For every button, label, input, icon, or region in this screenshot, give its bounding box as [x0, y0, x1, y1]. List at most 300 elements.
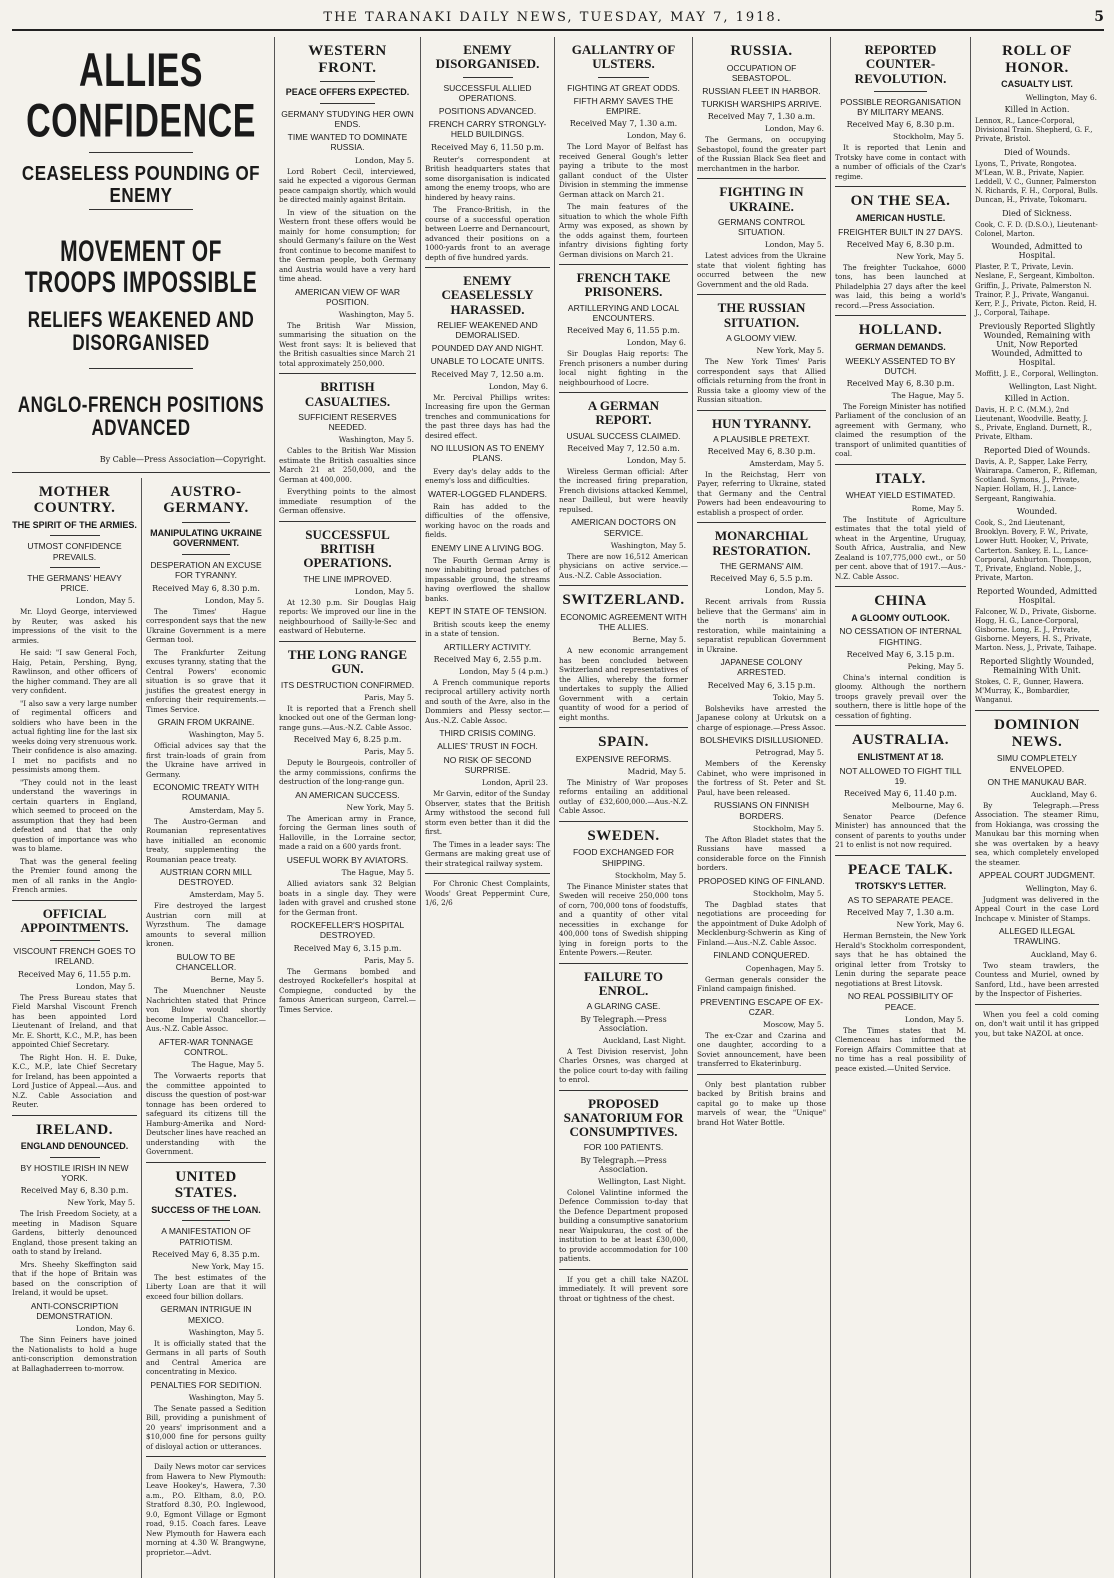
paragraph: By Telegraph.—Press Association. The steamer Rimu, from Hokianga, was crossing the Manukau bar this morning when she was overtaken by a heavy sea, which completely enveloped the steamer.	[975, 800, 1099, 867]
subheading: GERMAN INTRIGUE IN MEXICO.	[160, 1304, 252, 1325]
divider	[50, 535, 100, 536]
subheading: THE SPIRIT OF THE ARMIES.	[12, 519, 137, 530]
subheading: SIMU COMPLETELY ENVELOPED.	[996, 753, 1078, 774]
paragraph: The Lord Mayor of Belfast has received General Gough's letter paying a tribute to the most gallant conduct of the Ulster Division in stemming the immense German attack on March 21.	[559, 142, 688, 199]
paragraph: "They could not in the least understand the waverings in certain quarters in England, which seemed to proceed on the assumption that they had been defeated and that the only question of importance was who was to blame.	[12, 777, 137, 854]
paragraph: "I also saw a very large number of regimental officers and soldiers who have been in the actual fighting line for the last six weeks doing very strenuous work. Their confidence is also amazing. I met no pacifists and no pessimists among them.	[12, 698, 137, 775]
divider	[559, 585, 688, 586]
article-heading: SWITZERLAND.	[562, 592, 685, 609]
subheading: GRAIN FROM UKRAINE.	[157, 717, 255, 727]
divider	[559, 963, 688, 964]
dateline: Amsterdam, May 5.	[189, 805, 264, 815]
dateline: New York, May 5.	[896, 251, 964, 261]
subheading: ALLIES' TRUST IN FOCH.	[437, 741, 538, 752]
paragraph: Fire destroyed the largest Austrian corn mill at Wyrzsthum. The damage amounts to several million kronen.	[146, 901, 266, 949]
main-headline: ALLIES CONFIDENCE	[26, 43, 256, 148]
subheading: AN AMERICAN SUCCESS.	[295, 789, 400, 800]
subheading: FINLAND CONQUERED.	[713, 950, 810, 961]
subheading: FREIGHTER BUILT IN 27 DAYS.	[838, 226, 963, 237]
divider	[835, 464, 966, 465]
paragraph: The Finance Minister states that Sweden will receive 250,000 tons of corn, 700,000 tons of foodstuffs, and a quantity of other vital necessities in exchange for 400,000 tons of Swedish shipping lying in foreign ports to the Entente Powers.—Reuter.	[559, 881, 688, 958]
casualty-list: Lyons, T., Private, Rongotea. M'Lean, W. B., Private, Napier. Leddell, V. C., Gunner, Palmerston N. Richards, F. H., Corporal, Bulls. Duncan, H., Private, Tokomaru.	[975, 159, 1098, 205]
casualty-list: Cook, C. F. D. (D.S.O.), Lieutenant-Colonel, Marton.	[975, 220, 1098, 238]
list-heading: Reported Wounded, Admitted Hospital.	[976, 586, 1098, 605]
paragraph: Reuter's correspondent at British headquarters states that some disorganisation is indicated among the enemy troops, who are hindered by heavy rains.	[425, 154, 550, 202]
dateline: Auckland, May 6.	[1030, 949, 1097, 959]
subheading: OCCUPATION OF SEBASTOPOL.	[726, 62, 797, 83]
received-line: Received May 7, 1.30 a.m.	[569, 119, 678, 129]
dateline: Wellington, May 6.	[1025, 883, 1097, 893]
dateline: Berne, May 5.	[210, 975, 264, 985]
column-2	[274, 37, 420, 1578]
dateline: Stockholm, May 5.	[893, 132, 964, 142]
dateline: New York, May 5.	[756, 346, 824, 355]
paragraph: At 12.30 p.m. Sir Douglas Haig reports: We improved our line in the neighbourhood of Sailly-le-Sec and eastward of Hebuterne.	[279, 597, 416, 636]
divider	[559, 727, 688, 728]
divider	[50, 1157, 100, 1158]
received-line: Received May 6, 8.30 p.m.	[846, 239, 955, 249]
subheading: USUAL SUCCESS CLAIMED.	[566, 430, 681, 441]
paragraph: The Vorwaerts reports that the committee appointed to discuss the question of post-war tonnage has been ordered to safeguard its citizens till the Hamburg-Amerika and Nord-Deutscher lines have reached an understanding with the Government.	[146, 1071, 266, 1157]
subheading: PEACE OFFERS EXPECTED.	[285, 87, 410, 97]
column-7	[970, 37, 1103, 1578]
dateline: Stockholm, May 5.	[615, 870, 686, 880]
subheading: ROCKEFELLER'S HOSPITAL DESTROYED.	[290, 920, 405, 941]
received-line: Received May 6, 5.5 p.m.	[710, 574, 813, 584]
dateline: London, May 6.	[75, 1324, 135, 1334]
article-heading: BRITISH CASUALTIES.	[304, 379, 391, 409]
list-heading: Wounded.	[1016, 506, 1058, 516]
dateline: Rome, May 5.	[911, 503, 964, 513]
divider	[425, 873, 550, 874]
paragraph: The Foreign Minister has notified Parliament of the conclusion of an agreement with Germany, who claimed the resumption of the transport of unlimited quantities of coal.	[835, 401, 966, 459]
article-heading: OFFICIAL APPOINTMENTS.	[20, 905, 129, 935]
subheading: FIFTH ARMY SAVES THE EMPIRE.	[573, 95, 674, 116]
paragraph: Rain has added to the difficulties of the offensive, working havoc on the roads and fields.	[425, 501, 550, 540]
dateline: Madrid, May 5.	[627, 766, 686, 776]
dateline: London, May 6.	[488, 381, 548, 391]
subheading: TIME WANTED TO DOMINATE RUSSIA.	[287, 132, 408, 153]
dateline: London, May 5.	[354, 586, 414, 596]
sub-column-a	[12, 478, 141, 1578]
subheading: ITS DESTRUCTION CONFIRMED.	[280, 679, 415, 690]
subheading: AS TO SEPARATE PEACE.	[847, 895, 954, 906]
dateline: London, May 5.	[764, 240, 824, 250]
subheading: BULOW TO BE CHANCELLOR.	[175, 951, 237, 973]
divider	[697, 410, 826, 411]
paragraph: The Institute of Agriculture estimates that the total yield of wheat in the Argentine, Uruguay, South Africa, Australia, and New Zealand is 107,775,000 cwt., or 50 per cent. above that of 1917.—Aus.-N.Z. Cable Assoc.	[835, 514, 966, 581]
paragraph: The Irish Freedom Society, at a meeting in Madison Square Gardens, bitterly denounced England, those present taking an oath to stand by Ireland.	[12, 1209, 137, 1257]
received-line: Received May 6, 8.35 p.m.	[152, 1249, 260, 1259]
subheading: FOOD EXCHANGED FOR SHIPPING.	[572, 847, 675, 868]
headline-4: RELIEFS WEAKENED AND DISORGANISED	[27, 307, 255, 356]
divider	[835, 186, 966, 187]
article-heading: CHINA	[874, 593, 927, 610]
paragraph: Mrs. Sheehy Skeffington said that if the hope of Britain was based on the conscription of Ireland, it would be upset.	[12, 1259, 137, 1298]
subheading: APPEAL COURT JUDGMENT.	[978, 870, 1096, 881]
paragraph: It is reported that a French shell knocked out one of the German long-range guns.—Aus.-N.Z. Cable Assoc.	[279, 703, 416, 732]
dateline: Melbourne, May 6.	[891, 800, 964, 810]
article-heading: ON THE SEA.	[850, 193, 951, 210]
received-line: Received May 6, 11.55 p.m.	[567, 326, 680, 336]
casualty-list: Moffitt, J. E., Corporal, Wellington.	[975, 369, 1099, 378]
masthead	[12, 8, 1104, 31]
dateline: Auckland, Last Night.	[603, 1035, 686, 1045]
subheading: ENGLAND DENOUNCED.	[20, 1141, 129, 1152]
list-heading: Previously Reported Slightly Wounded, Remaining with Unit, Now Reported Wounded, Admitted to Hospital.	[978, 321, 1095, 367]
article-heading: ENEMY DISORGANISED.	[435, 42, 540, 72]
article-heading: IRELAND.	[36, 1121, 113, 1138]
dateline: Auckland, May 6.	[1030, 789, 1097, 799]
article-heading: RUSSIA.	[730, 43, 793, 59]
paragraph: The British War Mission, summarising the situation on the West front says: It is believed that the British casualties since March 21 total approximately 250,000.	[279, 320, 416, 368]
byline: By Cable—Press Association—Copyright.	[99, 454, 266, 464]
dateline: New York, May 5.	[67, 1198, 135, 1208]
dateline: Washington, May 5.	[188, 1327, 264, 1337]
article-heading: MOTHER COUNTRY.	[33, 483, 116, 517]
page-number: 5	[1094, 9, 1104, 25]
divider	[835, 725, 966, 726]
subheading: WHEAT YIELD ESTIMATED.	[845, 490, 956, 501]
dateline: The Hague, May 5.	[891, 390, 964, 400]
paragraph: The Right Hon. H. E. Duke, K.C., M.P., late Chief Secretary for Ireland, has been appointed a Lord Justice of Appeal.—Aus. and N.Z. Cable Association and Reuter.	[12, 1052, 137, 1110]
received-line: Received May 6, 8.25 p.m.	[293, 735, 402, 745]
column-5	[692, 37, 830, 1578]
dateline: New York, May 15.	[191, 1261, 264, 1271]
divider	[320, 81, 375, 82]
received-line: Received May 7, 1.30 a.m.	[707, 112, 816, 122]
subheading: BOLSHEVIKS DISILLUSIONED.	[699, 735, 824, 746]
paragraph: Mr Garvin, editor of the Sunday Observer, states that the British Army withstood the second full storm even better than it did the first.	[425, 789, 550, 837]
paragraph: The Senate passed a Sedition Bill, providing a punishment of 20 years' imprisonment and a $10,000 fine for persons guilty of disloyal action or utterances.	[146, 1403, 266, 1451]
article-heading: PROPOSED SANATORIUM FOR CONSUMPTIVES.	[563, 1095, 684, 1140]
paragraph: The Franco-British, in the course of a successful operation between Loerre and Dernancourt, advanced their positions on a 1000-yards front to an average depth of five hundred yards.	[425, 205, 550, 262]
paragraph: Wireless German official: After the increased firing preparation, French divisions attacked Kemmel, near Dailleul, but were heavily repulsed.	[559, 466, 688, 514]
paragraph: The freighter Tuckahoe, 6000 tons, has been launched at Philadelphia 27 days after the keel was laid, this being a world's record.—Press Association.	[835, 262, 966, 310]
paragraph: The Fourth German Army is now inhabiting broad patches of impassable ground, the streams having overflowed the shallow banks.	[425, 555, 550, 603]
subheading: A MANIFESTATION OF PATRIOTISM.	[161, 1226, 251, 1247]
casualty-list: Plaster, P. T., Private, Levin. Neslane, F., Sergeant, Kimbolton. Griffin, J., Private, Palmerston N. Trainor, P. J., Private, Wanganui. Kerr, P. J., Private, Picton. Reid, H. J., Corporal, Taihape.	[975, 263, 1097, 318]
paragraph: German generals consider the Finland campaign finished.	[697, 974, 826, 994]
divider	[12, 900, 137, 901]
paragraph: British scouts keep the enemy in a state of tension.	[425, 619, 550, 639]
paragraph: The Germans bombed and destroyed Rockefeller's hospital at Compiegne, conducted by the famous American surgeon, Carrel.—Times Service.	[279, 966, 416, 1014]
dateline: London, May 6.	[626, 131, 686, 141]
paragraph: The Ministry of War proposes reforms entailing an additional outlay of £32,600,000.—Aus.-N.Z. Cable Assoc.	[559, 777, 688, 816]
divider	[697, 522, 826, 523]
subheading: RUSSIAN FLEET IN HARBOR.	[702, 85, 821, 96]
article-heading: PEACE TALK.	[848, 861, 953, 878]
dateline: Wellington, May 6.	[1025, 92, 1097, 102]
dateline: Washington, May 5.	[610, 540, 686, 550]
paragraph: Senator Pearce (Defence Minister) has announced that the consent of parents to youths under 21 to enlist is not now required.	[835, 811, 966, 850]
subheading: PREVENTING ESCAPE OF EX-CZAR.	[700, 996, 823, 1017]
divider	[146, 1162, 266, 1163]
received-line: Received May 6, 8.30 p.m.	[152, 583, 260, 593]
received-line: Received May 6, 3.15 p.m.	[707, 680, 816, 690]
paragraph: The Muenchner Neuste Nachrichten stated that Prince von Bulow would shortly become Imperial Chancellor.—Aus.-N.Z. Cable Assoc.	[146, 986, 266, 1034]
subheading: AMERICAN DOCTORS ON SERVICE.	[571, 517, 676, 538]
sub-column-b	[141, 478, 270, 1578]
divider	[559, 392, 688, 393]
article-heading: MONARCHIAL RESTORATION.	[712, 528, 811, 558]
dateline: Tokio, May 5.	[772, 692, 824, 702]
list-heading: Killed in Action.	[1004, 393, 1070, 403]
subheading: A GLARING CASE.	[586, 1001, 661, 1012]
paragraph: Bolsheviks have arrested the Japanese colony at Urkutsk on a charge of espionage.—Press Assoc.	[697, 703, 826, 732]
divider	[559, 821, 688, 822]
paragraph: Deputy le Bourgeois, controller of the army commissions, confirms the destruction of the long-range gun.	[279, 758, 416, 787]
subheading: VISCOUNT FRENCH GOES TO IRELAND.	[13, 946, 136, 967]
subheading: UTMOST CONFIDENCE PREVAILS.	[27, 541, 122, 562]
dateline: Copenhagen, May 5.	[745, 963, 824, 973]
divider	[975, 1004, 1099, 1005]
casualty-list: Cook, S., 2nd Lieutenant, Brooklyn. Bovery, F. W., Private, Lower Hutt. Hooker, V., Private, Carterton. Sankey, E. L., Lance-Corporal, Ashburton. Thompson, T., Private, England. Noble, J., Private, Marton.	[975, 518, 1092, 583]
article-heading: A GERMAN REPORT.	[587, 398, 660, 428]
subheading: GERMAN DEMANDS.	[855, 341, 946, 352]
received-line: Received May 7, 1.30 a.m.	[846, 908, 955, 918]
divider	[559, 264, 688, 265]
paragraph: Every day's delay adds to the enemy's loss and difficulties.	[425, 466, 550, 486]
subheading: AUSTRIAN CORN MILL DESTROYED.	[160, 867, 252, 888]
subheading: PROPOSED KING OF FINLAND.	[698, 875, 825, 886]
paragraph: The ex-Czar and Czarina and one daughter, according to a Soviet announcement, have been transferred to Ekaterinburg.	[697, 1030, 826, 1069]
paragraph: There are now 16,512 American physicians on active service.—Aus.-N.Z. Cable Association.	[559, 551, 688, 580]
article-heading: HOLLAND.	[858, 322, 943, 339]
subheading: FOR 100 PATIENTS.	[583, 1142, 664, 1153]
subheading: ENLISTMENT AT 18.	[857, 751, 944, 762]
dateline: Paris, May 5.	[364, 747, 414, 757]
advertisement: When you feel a cold coming on, don't wait until it has gripped you, but take NAZOL at once.	[975, 1009, 1099, 1038]
subheading: TROTSKY'S LETTER.	[854, 881, 947, 892]
article-heading: HUN TYRANNY.	[712, 415, 811, 431]
column-3	[420, 37, 554, 1578]
subheading: AMERICAN HUSTLE.	[855, 212, 946, 223]
paragraph: The Sinn Feiners have joined the Nationalists to hold a huge anti-conscription demonstration at Ballaghaderreen to-morrow.	[12, 1335, 137, 1373]
subheading: ECONOMIC TREATY WITH ROUMANIA.	[153, 782, 259, 803]
received-line: By Telegraph.—Press Association.	[580, 1155, 667, 1174]
divider	[425, 267, 550, 268]
subheading: FRENCH CARRY STRONGLY-HELD BUILDINGS.	[428, 119, 547, 140]
dateline: New York, May 5.	[346, 802, 414, 812]
subheading: FIGHTING AT GREAT ODDS.	[567, 82, 680, 93]
column-1	[12, 37, 274, 1578]
advertisement: Daily News motor car services from Hawera to New Plymouth: Leave Hookey's, Hawera, 7.30 a.m., P.O. Eltham, 8.0, P.O. Stratford 8.30, P.O. Inglewood, 9.0, Egmont Village or Egmont road, 9.15. Coach fares. Leave New Plymouth for Hawera each morning at 4.30 W. Brangwyne, proprietor.—Advt.	[146, 1462, 266, 1557]
divider	[697, 294, 826, 295]
subheading: BY HOSTILE IRISH IN NEW YORK.	[20, 1162, 129, 1184]
paragraph: Allied aviators sank 32 Belgian boats in a single day. They were laden with gravel and crushed stone for the German front.	[279, 879, 416, 917]
paragraph: The Times in a leader says: The Germans are making great use of their strategical railway system.	[425, 839, 550, 868]
subheading: NO REAL POSSIBILITY OF PEACE.	[847, 991, 954, 1012]
divider	[598, 77, 650, 78]
paragraph: Mr. Percival Phillips writes: Increasing fire upon the German trenches and communications for the past three days has had the desired effect.	[425, 392, 550, 440]
divider	[835, 315, 966, 316]
divider	[182, 554, 230, 555]
dateline: Stockholm, May 5.	[753, 823, 824, 833]
subheading: TURKISH WARSHIPS ARRIVE.	[701, 99, 822, 110]
paragraph: Judgment was delivered in the Appeal Court in the case Lord Inchcape v. Minister of Stamps.	[975, 894, 1099, 923]
subheading: POSITIONS ADVANCED.	[438, 105, 537, 116]
paragraph: Two steam trawlers, the Countess and Muriel, owned by Sanford, Ltd., have been arrested by the Inspector of Fisheries.	[975, 960, 1099, 999]
dateline: London, May 5.	[626, 455, 686, 465]
divider	[835, 855, 966, 856]
subheading: ENEMY LINE A LIVING BOG.	[431, 542, 544, 553]
subheading: ARTILLERY ACTIVITY.	[443, 641, 532, 652]
paragraph: Official advices say that the first train-loads of grain from the Ukraine have arrived in Germany.	[146, 741, 266, 779]
subheading: ARTILLERYING AND LOCAL ENCOUNTERS.	[567, 302, 680, 323]
dateline: London, May 6.	[626, 338, 686, 348]
article-heading: REPORTED COUNTER-REVOLUTION.	[854, 42, 947, 86]
dateline: Washington, May 5.	[188, 1392, 264, 1402]
dateline: London, May 5.	[904, 1014, 964, 1024]
paragraph: A Test Division reservist, John Charles Orsnes, was charged at the police court to-day with failing to enrol.	[559, 1046, 688, 1084]
advertisement: For Chronic Chest Complaints, Woods' Great Peppermint Cure, 1/6, 2/6	[425, 879, 550, 908]
paragraph: That was the general feeling the Premier found among the men of all ranks in the Anglo-French armies.	[12, 856, 137, 895]
list-heading: Died of Sickness.	[1002, 208, 1072, 218]
received-line: Received May 7, 12.50 a.m.	[567, 443, 680, 453]
subheading: A GLOOMY OUTLOOK.	[851, 612, 950, 623]
subheading: A PLAUSIBLE PRETEXT.	[713, 433, 810, 444]
dateline: London, May 5.	[354, 155, 414, 165]
subheading: SUCCESSFUL ALLIED OPERATIONS.	[443, 82, 532, 103]
received-line: Received May 6, 3.15 p.m.	[846, 649, 955, 659]
paragraph: Recent arrivals from Russia believe that the Germans' aim in the north is monarchial restoration, while maintaining a separatist republican Government in Ukraine.	[697, 597, 826, 654]
divider	[874, 91, 926, 92]
paragraph: It is reported that Lenin and Trotsky have come in contact with a number of officials of the Czar's regime.	[835, 143, 966, 181]
paragraph: A French communique reports reciprocal artillery activity north and south of the Avre, also in the Dommiers and Plessy sector.—Aus.-N.Z. Cable Assoc.	[425, 677, 550, 725]
list-heading: Reported Died of Wounds.	[983, 445, 1091, 455]
advertisement: If you get a chill take NAZOL immediately. It will prevent sore throat or tightness of the chest.	[559, 1274, 688, 1303]
divider	[89, 152, 192, 153]
subheading: DESPERATION AN EXCUSE FOR TYRANNY.	[150, 560, 262, 581]
article-heading: SWEDEN.	[587, 827, 660, 844]
casualty-list: Lennox, R., Lance-Corporal, Divisional Train. Shepherd, G. F., Private, Bristol.	[975, 116, 1093, 144]
subheading: ECONOMIC AGREEMENT WITH THE ALLIES.	[560, 611, 687, 632]
paragraph: The Times states that M. Clemenceau has informed the Foreign Affairs Committee that at no time has a real possibility of peace existed.—United Service.	[835, 1025, 966, 1073]
dateline: Amsterdam, May 5.	[189, 890, 264, 900]
divider	[279, 373, 416, 374]
article-heading: THE LONG RANGE GUN.	[287, 646, 408, 677]
dateline: Washington, May 5.	[338, 435, 414, 445]
subheading: POUNDED DAY AND NIGHT.	[431, 343, 544, 354]
subheading: WATER-LOGGED FLANDERS.	[427, 488, 547, 499]
dateline: Paris, May 5.	[364, 955, 414, 965]
headline-2: CEASELESS POUNDING OF ENEMY	[21, 162, 261, 207]
subheading: RELIEF WEAKENED AND DEMORALISED.	[437, 319, 538, 341]
paragraph: Members of the Kerensky Cabinet, who were imprisoned in the fortress of St. Peter and St. Paul, have been released.	[697, 759, 826, 797]
subheading: SUFFICIENT RESERVES NEEDED.	[298, 412, 397, 433]
dateline: Moscow, May 5.	[763, 1019, 824, 1029]
dateline: London, May 5.	[204, 595, 264, 605]
paragraph: The best estimates of the Liberty Loan are that it will exceed four billion dollars.	[146, 1272, 266, 1301]
divider	[146, 1456, 266, 1457]
received-line: Received May 6, 8.30 p.m.	[20, 1186, 129, 1196]
paragraph: China's internal condition is gloomy. Although the northern troops gravely prevail over the southern, there is little hope of the cessation of fighting.	[835, 672, 966, 720]
divider	[697, 1074, 826, 1075]
article-heading: FAILURE TO ENROL.	[583, 968, 664, 999]
paragraph: The New York Times' Paris correspondent says that Allied officials returning from the front in Russia take a gloomy view of the Russian situation.	[697, 357, 826, 404]
received-line: Received May 6, 11.40 p.m.	[844, 788, 957, 798]
advertisement: Only best plantation rubber backed by British brains and capital go to make up those marvels of wear, the "Unique" brand Hot Water Bottle.	[697, 1079, 826, 1127]
dateline: The Hague, May 5.	[191, 1060, 264, 1070]
paragraph: Sir Douglas Haig reports: The French prisoners a number during local night fighting in the neighbourhood of Locre.	[559, 349, 688, 387]
subheading: THE LINE IMPROVED.	[303, 573, 392, 584]
paragraph: The Germans, on occupying Sebastopol, found the greater part of the Russian Black Sea fleet and merchantmen in the harbor.	[697, 135, 826, 173]
subheading: SUCCESS OF THE LOAN.	[151, 1204, 261, 1215]
paragraph: In view of the situation on the Western front these offers would be mainly for home consumption; for should Germany's failure on the West front continue to become manifest to the German people, both Germany and Austria would have a very hard time ahead.	[279, 207, 416, 284]
received-line: Received May 6, 2.55 p.m.	[433, 654, 542, 664]
article-heading: AUSTRALIA.	[851, 732, 950, 749]
article-heading: AUSTRO-GERMANY.	[163, 483, 249, 517]
article-heading: ITALY.	[875, 470, 926, 487]
divider	[279, 641, 416, 642]
subheading: UNABLE TO LOCATE UNITS.	[430, 356, 545, 367]
masthead-title: THE TARANAKI DAILY NEWS, TUESDAY, MAY 7, 1918.	[323, 9, 783, 25]
subheading: MANIPULATING UKRAINE GOVERNMENT.	[150, 527, 262, 549]
paragraph: The American army in France, forcing the German lines south of Halloville, in the Lorraine sector, made a raid on a 600 yards front.	[279, 813, 416, 852]
paragraph: The main features of the situation to which the whole Fifth Army was exposed, as shown by the odds against them, fourteen infantry divisions fighting forty German divisions on March 21.	[559, 202, 688, 259]
dateline: London, May 5.	[75, 596, 135, 606]
divider	[835, 586, 966, 587]
subheading: ANTI-CONSCRIPTION DEMONSTRATION.	[30, 1300, 119, 1321]
divider	[320, 103, 375, 104]
article-heading: FIGHTING IN UKRAINE.	[719, 184, 804, 214]
dateline: London, May 5.	[75, 981, 135, 991]
headline-5: ANGLO-FRENCH POSITIONS ADVANCED	[17, 392, 265, 441]
subheading: NOT ALLOWED TO FIGHT TILL 19.	[839, 765, 962, 786]
dateline: Berne, May 5.	[632, 635, 686, 645]
paragraph: Lord Robert Cecil, interviewed, said he expected a vigorous German peace campaign shortly, which would be directed mainly against Britain.	[279, 166, 416, 205]
subheading: RUSSIANS ON FINNISH BORDERS.	[714, 800, 809, 821]
paragraph: The Times' Hague correspondent says that the new Ukraine Government is a mere German tool.	[146, 606, 266, 644]
dateline: The Hague, May 5.	[341, 868, 414, 878]
subheading: THIRD CRISIS COMING.	[439, 728, 536, 739]
article-heading: SUCCESSFUL BRITISH OPERATIONS.	[303, 526, 392, 571]
article-heading: DOMINION NEWS.	[994, 717, 1080, 750]
dateline: London, May 6.	[764, 124, 824, 134]
article-heading: UNITED STATES.	[174, 1168, 238, 1202]
casualty-list: Falconer, W. D., Private, Gisborne. Hogg, H. G., Lance-Corporal, Gisborne. Long, E. J., Private, Gisborne. Meyers, H. S., Private, Marton. Ness, J., Private, Taihape.	[975, 607, 1097, 653]
received-line: Received May 7, 12.50 a.m.	[431, 369, 544, 379]
divider	[182, 522, 230, 523]
article-heading: FRENCH TAKE PRISONERS.	[576, 270, 671, 300]
article-heading: WESTERN FRONT.	[308, 43, 387, 76]
divider	[182, 1220, 230, 1221]
received-line: By Telegraph.—Press Association.	[580, 1014, 667, 1033]
paragraph: Cables to the British War Mission estimate the British casualties since March 21 at 250,000, and the German at 400,000.	[279, 446, 416, 484]
paragraph: The Dagblad states that negotiations are proceeding for the appointment of Duke Adolph of Mecklenburg-Schwerin as King of Finland.—Aus.-N.Z. Cable Assoc.	[697, 899, 826, 947]
received-line: Received May 6, 11.55 p.m.	[18, 969, 131, 979]
dateline: Wellington, Last Night.	[597, 1176, 686, 1186]
subheading: PENALTIES FOR SEDITION.	[150, 1379, 262, 1390]
article-heading: SPAIN.	[598, 734, 649, 751]
divider	[89, 368, 192, 369]
paragraph: In the Reichstag, Herr von Payer, referring to Ukraine, stated that Germany and the Central Powers had been endeavouring to establish a prospect of order.	[697, 469, 826, 517]
subheading: WEEKLY ASSENTED TO BY DUTCH.	[845, 355, 956, 376]
paragraph: Latest advices from the Ukraine state that violent fighting has occurred between the new Government and the old Rada.	[697, 251, 826, 289]
received-line: Received May 6, 8.30 p.m.	[846, 378, 955, 388]
column-4	[554, 37, 692, 1578]
subheading: A GLOOMY VIEW.	[726, 332, 797, 343]
dateline: New York, May 6.	[896, 920, 964, 930]
subheading: USEFUL WORK BY AVIATORS.	[286, 854, 409, 865]
paragraph: The Press Bureau states that Field Marshal Viscount French has been appointed Lord Lieutenant of Ireland, and that Mr. E. Shortt, K.C., M.P., has been appointed Chief Secretary.	[12, 992, 137, 1050]
divider	[559, 1269, 688, 1270]
subheading: KEPT IN STATE OF TENSION.	[428, 606, 547, 617]
subheading: CASUALTY LIST.	[1001, 79, 1073, 89]
paragraph: Everything points to the almost immediate resumption of the German offensive.	[279, 487, 416, 516]
subheading: ALLEGED ILLEGAL TRAWLING.	[998, 926, 1076, 947]
